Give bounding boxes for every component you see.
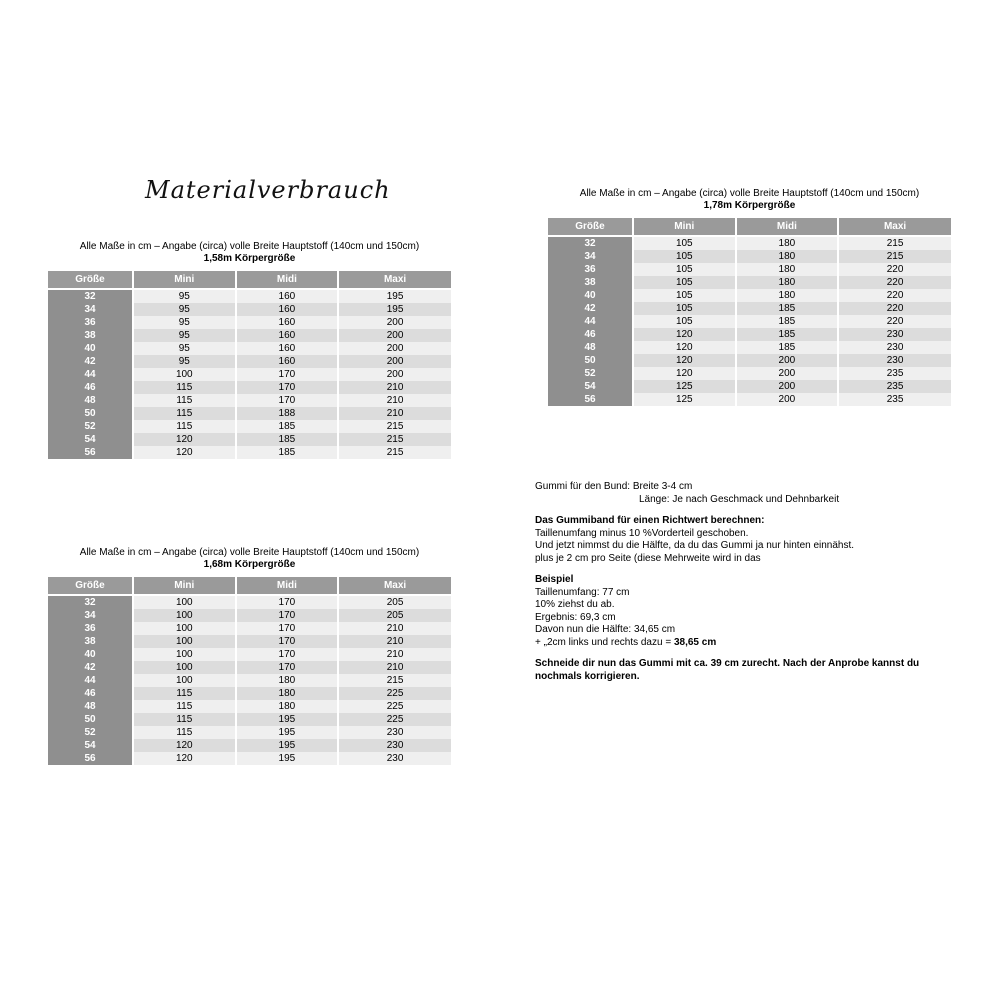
value-cell: 215 — [339, 674, 451, 687]
size-cell: 52 — [548, 367, 632, 380]
value-cell: 125 — [634, 380, 735, 393]
table-body — [548, 237, 951, 406]
value-cell: 180 — [737, 237, 838, 250]
value-cell: 115 — [134, 713, 235, 726]
table-header-row — [548, 218, 951, 237]
table-row — [48, 420, 451, 433]
value-cell: 120 — [634, 354, 735, 367]
table-caption — [48, 241, 451, 265]
size-cell: 46 — [548, 328, 632, 341]
column-header: Größe — [48, 577, 132, 596]
size-cell: 34 — [48, 303, 132, 316]
value-cell: 180 — [237, 674, 338, 687]
table-row — [548, 341, 951, 354]
value-cell: 115 — [134, 700, 235, 713]
size-cell: 52 — [48, 726, 132, 739]
column-header: Größe — [548, 218, 632, 237]
value-cell: 220 — [839, 315, 951, 328]
table-row — [48, 433, 451, 446]
example-line: Davon nun die Hälfte: 34,65 cm — [535, 624, 676, 635]
value-cell: 100 — [134, 661, 235, 674]
caption-height: 1,68m Körpergröße — [203, 559, 296, 570]
table-row — [48, 368, 451, 381]
table-row — [48, 407, 451, 420]
caption-text: Alle Maße in cm – Angabe (circa) volle Breite Hauptstoff (140cm und 150cm) — [579, 188, 920, 199]
value-cell: 230 — [839, 354, 951, 367]
value-cell: 120 — [134, 752, 235, 765]
value-cell: 180 — [737, 250, 838, 263]
value-cell: 170 — [237, 381, 338, 394]
value-cell: 230 — [339, 726, 451, 739]
size-cell: 32 — [548, 237, 632, 250]
example-result-value: 38,65 cm — [673, 636, 717, 648]
value-cell: 105 — [634, 276, 735, 289]
table-row — [548, 354, 951, 367]
value-cell: 215 — [339, 433, 451, 446]
value-cell: 235 — [839, 367, 951, 380]
size-cell: 50 — [48, 713, 132, 726]
table-row — [548, 276, 951, 289]
value-cell: 195 — [339, 290, 451, 303]
size-cell: 54 — [48, 739, 132, 752]
value-cell: 210 — [339, 648, 451, 661]
value-cell: 120 — [634, 341, 735, 354]
value-cell: 115 — [134, 420, 235, 433]
example-line: 10% ziehst du ab. — [535, 599, 615, 610]
value-cell: 120 — [134, 433, 235, 446]
value-cell: 115 — [134, 381, 235, 394]
value-cell: 95 — [134, 329, 235, 342]
value-cell: 200 — [737, 380, 838, 393]
size-cell: 36 — [48, 316, 132, 329]
table-row — [48, 329, 451, 342]
value-cell: 200 — [339, 342, 451, 355]
table-row — [48, 726, 451, 739]
value-cell: 120 — [134, 446, 235, 459]
value-cell: 200 — [339, 316, 451, 329]
value-cell: 160 — [237, 329, 338, 342]
table-row — [48, 609, 451, 622]
size-cell: 34 — [48, 609, 132, 622]
table-row — [48, 700, 451, 713]
column-header: Midi — [237, 271, 338, 290]
value-cell: 100 — [134, 622, 235, 635]
value-cell: 180 — [237, 700, 338, 713]
value-cell: 95 — [134, 342, 235, 355]
value-cell: 200 — [339, 368, 451, 381]
value-cell: 220 — [839, 263, 951, 276]
material-table — [46, 577, 453, 765]
example-result-line — [535, 637, 965, 650]
table-body — [48, 290, 451, 459]
final-instruction: Schneide dir nun das Gummi mit ca. 39 cm zurecht. Nach der Anprobe kannst du nochmals korrigieren. — [535, 658, 920, 682]
size-cell: 38 — [548, 276, 632, 289]
value-cell: 100 — [134, 596, 235, 609]
table-row — [48, 622, 451, 635]
value-cell: 100 — [134, 635, 235, 648]
value-cell: 120 — [634, 328, 735, 341]
value-cell: 105 — [634, 237, 735, 250]
table-row — [48, 596, 451, 609]
size-cell: 32 — [48, 290, 132, 303]
gummi-width-line: Gummi für den Bund: Breite 3-4 cm — [535, 481, 693, 492]
value-cell: 210 — [339, 661, 451, 674]
table-caption — [48, 547, 451, 571]
value-cell: 100 — [134, 368, 235, 381]
table-row — [48, 752, 451, 765]
size-cell: 44 — [48, 368, 132, 381]
table-row — [48, 316, 451, 329]
size-cell: 36 — [548, 263, 632, 276]
gummi-length-line: Länge: Je nach Geschmack und Dehnbarkeit — [639, 493, 840, 505]
example-line: Taillenumfang: 77 cm — [535, 586, 630, 598]
table-row — [548, 315, 951, 328]
value-cell: 160 — [237, 316, 338, 329]
value-cell: 230 — [339, 739, 451, 752]
table-row — [48, 713, 451, 726]
table-row — [548, 289, 951, 302]
value-cell: 210 — [339, 381, 451, 394]
table-row — [48, 446, 451, 459]
value-cell: 105 — [634, 250, 735, 263]
value-cell: 170 — [237, 648, 338, 661]
size-cell: 48 — [48, 394, 132, 407]
value-cell: 100 — [134, 648, 235, 661]
value-cell: 215 — [839, 250, 951, 263]
value-cell: 225 — [339, 700, 451, 713]
table-row — [548, 393, 951, 406]
column-header: Maxi — [839, 218, 951, 237]
value-cell: 195 — [237, 752, 338, 765]
size-cell: 56 — [48, 446, 132, 459]
value-cell: 185 — [237, 433, 338, 446]
value-cell: 235 — [839, 393, 951, 406]
size-cell: 46 — [48, 381, 132, 394]
caption-height: 1,58m Körpergröße — [203, 253, 296, 264]
column-header: Midi — [737, 218, 838, 237]
value-cell: 170 — [237, 596, 338, 609]
size-cell: 34 — [548, 250, 632, 263]
value-cell: 115 — [134, 726, 235, 739]
value-cell: 160 — [237, 290, 338, 303]
table-row — [548, 237, 951, 250]
value-cell: 120 — [134, 739, 235, 752]
table-header-row — [48, 271, 451, 290]
column-header: Größe — [48, 271, 132, 290]
calc-line: plus je 2 cm pro Seite (diese Mehrweite wird in das — [535, 552, 761, 564]
size-cell: 46 — [48, 687, 132, 700]
example-result-prefix: + „2cm links und rechts dazu = — [535, 636, 674, 648]
value-cell: 180 — [237, 687, 338, 700]
table-row — [48, 355, 451, 368]
example-line: Ergebnis: 69,3 cm — [535, 611, 616, 623]
value-cell: 160 — [237, 303, 338, 316]
value-cell: 215 — [339, 420, 451, 433]
value-cell: 180 — [737, 263, 838, 276]
value-cell: 235 — [839, 380, 951, 393]
value-cell: 185 — [237, 420, 338, 433]
value-cell: 185 — [737, 315, 838, 328]
value-cell: 230 — [339, 752, 451, 765]
size-cell: 40 — [48, 342, 132, 355]
size-cell: 48 — [548, 341, 632, 354]
value-cell: 220 — [839, 276, 951, 289]
value-cell: 170 — [237, 635, 338, 648]
table-row — [48, 290, 451, 303]
table-row — [48, 661, 451, 674]
value-cell: 195 — [237, 726, 338, 739]
value-cell: 210 — [339, 394, 451, 407]
value-cell: 95 — [134, 303, 235, 316]
value-cell: 185 — [737, 328, 838, 341]
value-cell: 115 — [134, 687, 235, 700]
value-cell: 220 — [839, 289, 951, 302]
caption-text: Alle Maße in cm – Angabe (circa) volle Breite Hauptstoff (140cm und 150cm) — [79, 241, 420, 252]
table-row — [48, 687, 451, 700]
caption-text: Alle Maße in cm – Angabe (circa) volle Breite Hauptstoff (140cm und 150cm) — [79, 547, 420, 558]
calc-line: Taillenumfang minus 10 %Vorderteil geschoben. — [535, 527, 749, 539]
table-row — [548, 250, 951, 263]
size-cell: 38 — [48, 329, 132, 342]
table-row — [48, 739, 451, 752]
size-cell: 44 — [548, 315, 632, 328]
table-row — [548, 263, 951, 276]
table-row — [48, 342, 451, 355]
value-cell: 180 — [737, 289, 838, 302]
value-cell: 225 — [339, 713, 451, 726]
table-row — [548, 367, 951, 380]
value-cell: 195 — [237, 713, 338, 726]
size-cell: 54 — [548, 380, 632, 393]
table-row — [48, 394, 451, 407]
value-cell: 115 — [134, 394, 235, 407]
value-cell: 205 — [339, 596, 451, 609]
table-body — [48, 596, 451, 765]
table-row — [48, 674, 451, 687]
value-cell: 220 — [839, 302, 951, 315]
caption-height: 1,78m Körpergröße — [703, 200, 796, 211]
value-cell: 170 — [237, 609, 338, 622]
size-cell: 42 — [48, 355, 132, 368]
elastic-notes — [535, 481, 965, 683]
size-cell: 44 — [48, 674, 132, 687]
value-cell: 170 — [237, 368, 338, 381]
value-cell: 210 — [339, 635, 451, 648]
value-cell: 200 — [737, 393, 838, 406]
value-cell: 200 — [737, 354, 838, 367]
size-cell: 32 — [48, 596, 132, 609]
column-header: Midi — [237, 577, 338, 596]
value-cell: 188 — [237, 407, 338, 420]
size-cell: 54 — [48, 433, 132, 446]
material-table — [546, 218, 953, 406]
value-cell: 170 — [237, 394, 338, 407]
size-cell: 40 — [48, 648, 132, 661]
value-cell: 205 — [339, 609, 451, 622]
size-cell: 52 — [48, 420, 132, 433]
value-cell: 195 — [237, 739, 338, 752]
size-cell: 56 — [548, 393, 632, 406]
value-cell: 200 — [339, 329, 451, 342]
value-cell: 105 — [634, 263, 735, 276]
size-cell: 38 — [48, 635, 132, 648]
page-title: Materialverbrauch — [145, 176, 391, 204]
table-header-row — [48, 577, 451, 596]
calc-line: Und jetzt nimmst du die Hälfte, da du das Gummi ja nur hinten einnähst. — [535, 540, 855, 551]
size-cell: 36 — [48, 622, 132, 635]
material-table-168 — [48, 547, 451, 765]
column-header: Mini — [134, 271, 235, 290]
value-cell: 230 — [839, 341, 951, 354]
value-cell: 100 — [134, 674, 235, 687]
value-cell: 115 — [134, 407, 235, 420]
table-caption — [548, 188, 951, 212]
value-cell: 170 — [237, 661, 338, 674]
table-row — [48, 635, 451, 648]
value-cell: 210 — [339, 622, 451, 635]
value-cell: 230 — [839, 328, 951, 341]
table-row — [48, 381, 451, 394]
value-cell: 200 — [339, 355, 451, 368]
value-cell: 185 — [737, 341, 838, 354]
size-cell: 48 — [48, 700, 132, 713]
value-cell: 160 — [237, 355, 338, 368]
material-table-158 — [48, 241, 451, 459]
value-cell: 95 — [134, 316, 235, 329]
table-row — [48, 303, 451, 316]
table-row — [548, 380, 951, 393]
size-cell: 50 — [548, 354, 632, 367]
value-cell: 210 — [339, 407, 451, 420]
value-cell: 215 — [839, 237, 951, 250]
value-cell: 125 — [634, 393, 735, 406]
material-table — [46, 271, 453, 459]
column-header: Maxi — [339, 271, 451, 290]
size-cell: 50 — [48, 407, 132, 420]
value-cell: 225 — [339, 687, 451, 700]
column-header: Mini — [134, 577, 235, 596]
value-cell: 215 — [339, 446, 451, 459]
value-cell: 120 — [634, 367, 735, 380]
table-row — [48, 648, 451, 661]
value-cell: 195 — [339, 303, 451, 316]
table-row — [548, 302, 951, 315]
table-row — [548, 328, 951, 341]
value-cell: 105 — [634, 302, 735, 315]
value-cell: 105 — [634, 315, 735, 328]
material-table-178 — [548, 188, 951, 406]
size-cell: 42 — [48, 661, 132, 674]
size-cell: 40 — [548, 289, 632, 302]
column-header: Maxi — [339, 577, 451, 596]
example-heading: Beispiel — [535, 574, 574, 585]
value-cell: 170 — [237, 622, 338, 635]
value-cell: 100 — [134, 609, 235, 622]
value-cell: 200 — [737, 367, 838, 380]
value-cell: 185 — [737, 302, 838, 315]
column-header: Mini — [634, 218, 735, 237]
calc-heading: Das Gummiband für einen Richtwert berechnen: — [535, 515, 765, 526]
value-cell: 95 — [134, 290, 235, 303]
value-cell: 180 — [737, 276, 838, 289]
value-cell: 160 — [237, 342, 338, 355]
size-cell: 56 — [48, 752, 132, 765]
value-cell: 95 — [134, 355, 235, 368]
size-cell: 42 — [548, 302, 632, 315]
value-cell: 185 — [237, 446, 338, 459]
value-cell: 105 — [634, 289, 735, 302]
